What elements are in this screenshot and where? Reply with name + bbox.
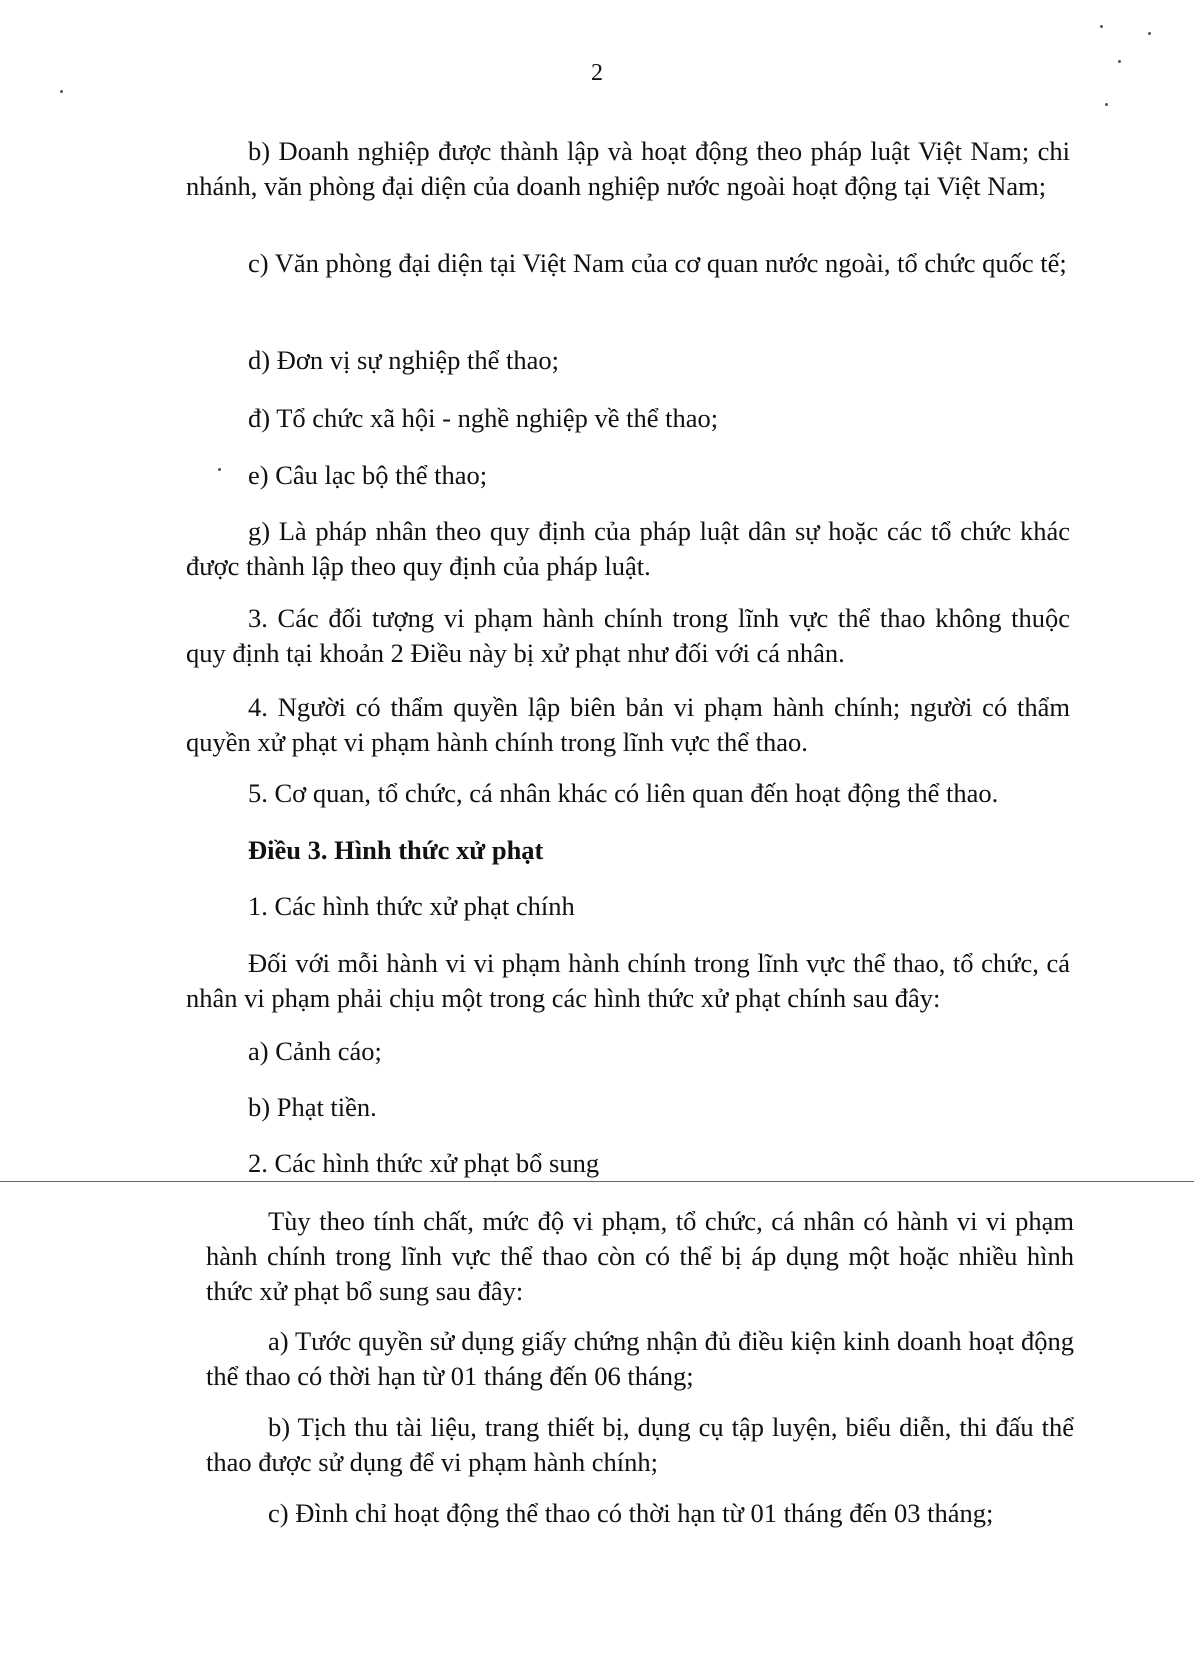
paragraph-2c: c) Văn phòng đại diện tại Việt Nam của cơ quan nước ngoài, tổ chức quốc tế;: [248, 248, 1067, 278]
paragraph-5: 5. Cơ quan, tổ chức, cá nhân khác có liên quan đến hoạt động thể thao.: [248, 778, 999, 808]
scan-speck: [1118, 60, 1121, 63]
scan-speck: [1105, 103, 1108, 106]
scan-speck: [218, 468, 221, 471]
paragraph-2g: g) Là pháp nhân theo quy định của pháp luật dân sự hoặc các tổ chức khác được thành lập theo quy định của pháp luật.: [186, 516, 1070, 581]
paragraph-art3-2c: c) Đình chỉ hoạt động thể thao có thời hạn từ 01 tháng đến 03 tháng;: [268, 1498, 994, 1528]
paragraph-art3-1: 1. Các hình thức xử phạt chính: [248, 891, 575, 921]
paragraph-4: 4. Người có thẩm quyền lập biên bản vi phạm hành chính; người có thẩm quyền xử phạt vi phạm hành chính trong lĩnh vực thể thao.: [186, 692, 1070, 757]
paragraph-art3-2b: b) Tịch thu tài liệu, trang thiết bị, dụng cụ tập luyện, biểu diễn, thi đấu thể thao được sử dụng để vi phạm hành chính;: [206, 1412, 1074, 1477]
paragraph-3: 3. Các đối tượng vi phạm hành chính trong lĩnh vực thể thao không thuộc quy định tại khoản 2 Điều này bị xử phạt như đối với cá nhân.: [186, 603, 1070, 668]
page-number: 2: [591, 60, 603, 86]
paragraph-art3-1a: a) Cảnh cáo;: [248, 1036, 382, 1066]
paragraph-art3-1-intro: Đối với mỗi hành vi vi phạm hành chính trong lĩnh vực thể thao, tổ chức, cá nhân vi phạm phải chịu một trong các hình thức xử phạt chính sau đây:: [186, 948, 1070, 1013]
paragraph-2d: d) Đơn vị sự nghiệp thể thao;: [248, 345, 559, 375]
paragraph-2b: b) Doanh nghiệp được thành lập và hoạt động theo pháp luật Việt Nam; chi nhánh, văn phòng đại diện của doanh nghiệp nước ngoài hoạt động tại Việt Nam;: [186, 136, 1070, 201]
paragraph-art3-2: 2. Các hình thức xử phạt bổ sung: [248, 1148, 600, 1178]
article-3-heading: Điều 3. Hình thức xử phạt: [248, 835, 544, 865]
scan-speck: [1100, 25, 1103, 28]
scan-speck: [60, 90, 63, 93]
paragraph-2dd: đ) Tổ chức xã hội - nghề nghiệp về thể thao;: [248, 403, 719, 433]
paragraph-2e: e) Câu lạc bộ thể thao;: [248, 460, 488, 490]
paragraph-art3-2-intro: Tùy theo tính chất, mức độ vi phạm, tổ chức, cá nhân có hành vi vi phạm hành chính trong lĩnh vực thể thao còn có thể bị áp dụng một hoặc nhiều hình thức xử phạt bổ sung sau đây:: [206, 1206, 1074, 1306]
paragraph-art3-1b: b) Phạt tiền.: [248, 1092, 377, 1122]
paragraph-art3-2a: a) Tước quyền sử dụng giấy chứng nhận đủ điều kiện kinh doanh hoạt động thể thao có thời hạn từ 01 tháng đến 06 tháng;: [206, 1326, 1074, 1391]
scan-speck: [1148, 32, 1151, 35]
scan-divider-line: [0, 1181, 1194, 1182]
